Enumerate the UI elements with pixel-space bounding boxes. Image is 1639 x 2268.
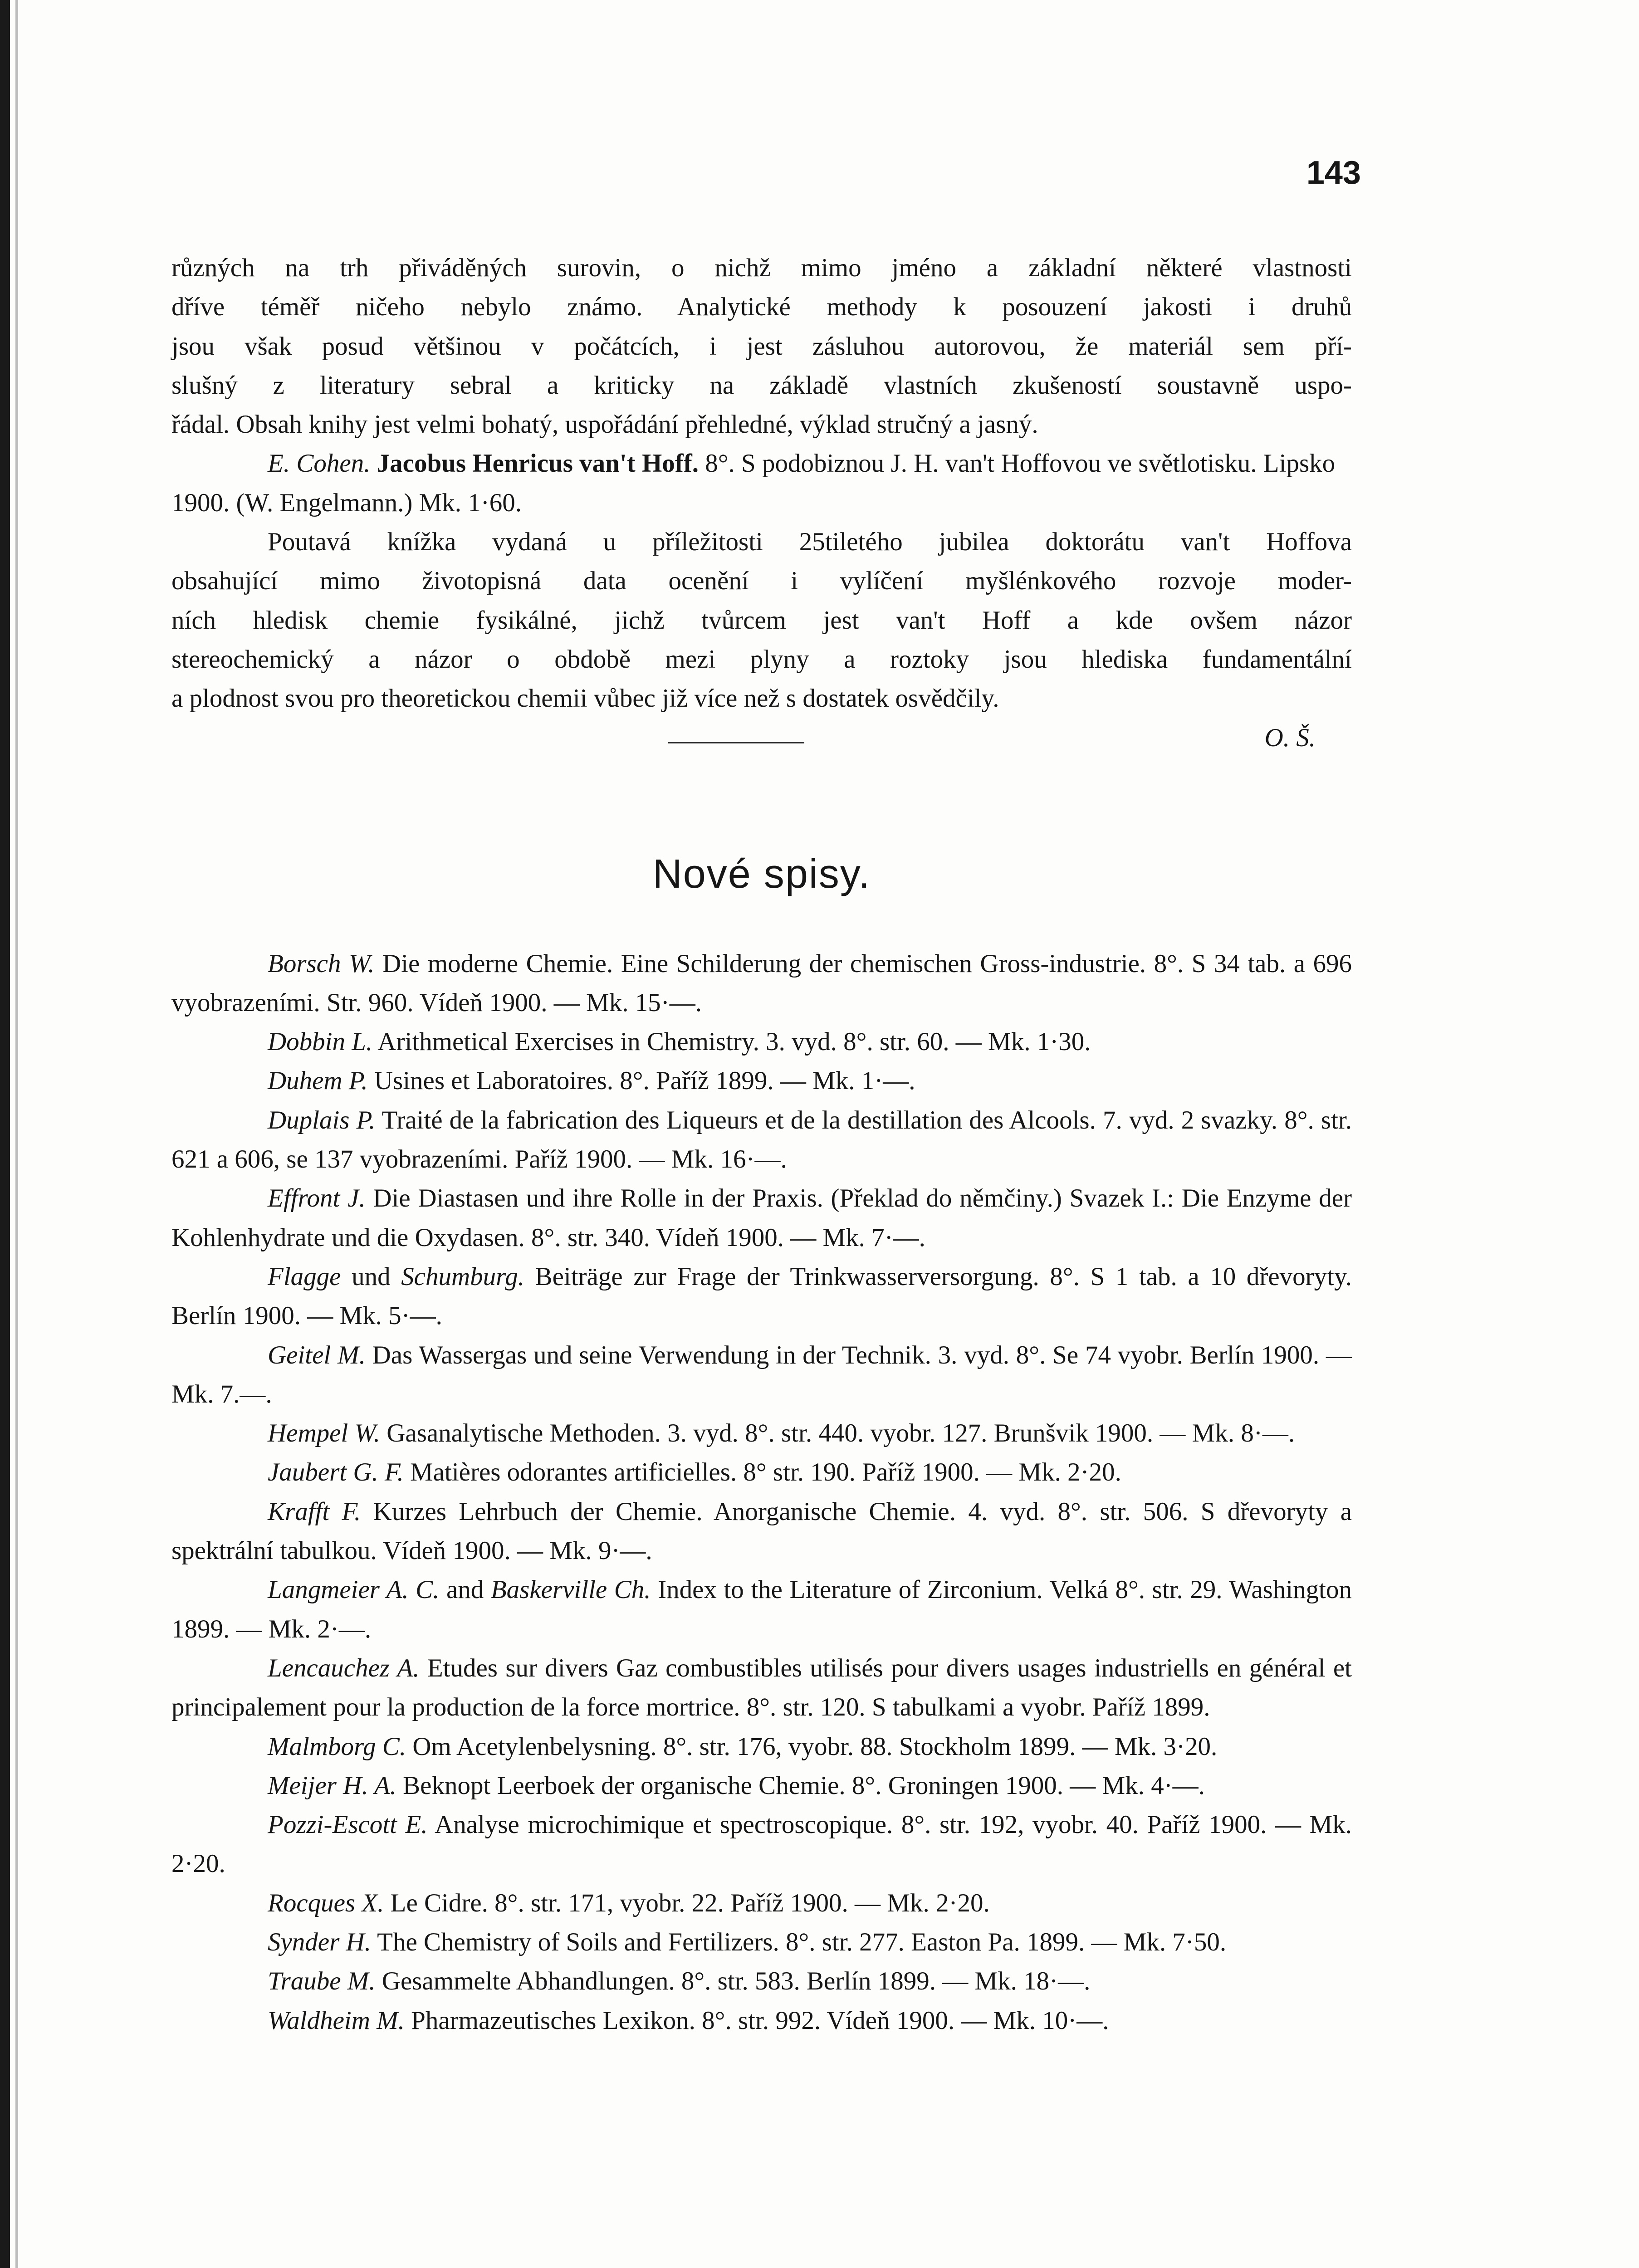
entry-details: Beiträge zur Frage der Trinkwasserversorgung. 8°. S 1 tab. a 10 dřevoryty. Berlín 1900. — Mk. 5·—. bbox=[171, 1262, 1352, 1330]
entry-details: Gesammelte Abhandlungen. 8°. str. 583. Berlín 1899. — Mk. 18·—. bbox=[375, 1967, 1091, 1996]
review-line: slušný z literatury sebral a kriticky na základě vlastních zkušeností soustavně uspo- bbox=[171, 371, 1352, 400]
entry-details: Analyse microchimique et spectroscopique. 8°. str. 192, vyobr. 40. Paříž 1900. — Mk. 2·20. bbox=[171, 1810, 1352, 1878]
entry-details: und bbox=[341, 1262, 401, 1291]
signature-row bbox=[171, 719, 1352, 758]
entry-details: Die moderne Chemie. Eine Schilderung der chemischen Gross-industrie. 8°. S 34 tab. a 696 vyobrazeními. Str. 960. Vídeň 1900. — Mk. 15·—. bbox=[171, 949, 1352, 1017]
entry-author: Lencauchez A. bbox=[268, 1653, 420, 1682]
review-line: a plodnost svou pro theoretickou chemii vůbec již více než s dostatek osvědčily. bbox=[171, 684, 999, 713]
entry-details: Die Diastasen und ihre Rolle in der Praxis. (Překlad do němčiny.) Svazek I.: Die Enzyme der Kohlenhydrate und die Oxydasen. 8°. str. 340. Vídeň 1900. — Mk. 7·—. bbox=[171, 1184, 1352, 1252]
entry-coauthor: Schumburg. bbox=[401, 1262, 524, 1291]
publication-entry bbox=[171, 1492, 1352, 1571]
scan-edge bbox=[0, 0, 10, 2268]
publication-entry bbox=[171, 1805, 1352, 1884]
entry-details: Das Wassergas und seine Verwendung in der Technik. 3. vyd. 8°. Se 74 vyobr. Berlín 1900. — Mk. 7.—. bbox=[171, 1340, 1352, 1408]
new-publications-list bbox=[171, 944, 1352, 2040]
publication-entry bbox=[171, 1414, 1352, 1453]
publication-entry bbox=[171, 2001, 1352, 2040]
entry-details: Pharmazeutisches Lexikon. 8°. str. 992. Vídeň 1900. — Mk. 10·—. bbox=[404, 2006, 1109, 2035]
publication-entry bbox=[171, 1649, 1352, 1727]
entry-author: Meijer H. A. bbox=[268, 1771, 396, 1800]
page-number: 143 bbox=[1306, 155, 1361, 191]
entry-details: Usines et Laboratoires. 8°. Paříž 1899. — Mk. 1·—. bbox=[367, 1066, 915, 1095]
entry-author: Krafft F. bbox=[268, 1497, 361, 1526]
entry-details: The Chemistry of Soils and Fertilizers. 8°. str. 277. Easton Pa. 1899. — Mk. 7·50. bbox=[371, 1927, 1227, 1956]
entry-author: Flagge bbox=[268, 1262, 341, 1291]
review-vanthoff bbox=[171, 523, 1352, 718]
scan-edge-inner bbox=[15, 0, 18, 2268]
entry-author: Rocques X. bbox=[268, 1888, 384, 1917]
review-line: dříve téměř ničeho nebylo známo. Analytické methody k posouzení jakosti i druhů bbox=[171, 293, 1352, 322]
publication-entry bbox=[171, 1061, 1352, 1100]
publication-entry bbox=[171, 1257, 1352, 1336]
publication-entry bbox=[171, 1336, 1352, 1414]
review-line: ních hledisk chemie fysikálné, jichž tvůrcem jest van't Hoff a kde ovšem názor bbox=[171, 606, 1352, 635]
review-line: obsahující mimo životopisná data ocenění i vylíčení myšlénkového rozvoje moder- bbox=[171, 567, 1352, 596]
entry-details: Matières odorantes artificielles. 8° str. 190. Paříž 1900. — Mk. 2·20. bbox=[403, 1458, 1121, 1487]
entry-author: Borsch W. bbox=[268, 949, 375, 978]
entry-details: Beknopt Leerboek der organische Chemie. 8°. Groningen 1900. — Mk. 4·—. bbox=[396, 1771, 1205, 1800]
entry-author: Effront J. bbox=[268, 1184, 366, 1213]
page-body bbox=[171, 249, 1352, 2040]
review-heading-vanthoff bbox=[171, 444, 1352, 523]
entry-author: Dobbin L. bbox=[268, 1027, 373, 1056]
publication-entry bbox=[171, 1022, 1352, 1061]
review-line: Poutavá knížka vydaná u příležitosti 25tiletého jubilea doktorátu van't Hoffova bbox=[268, 528, 1352, 557]
entry-author: Synder H. bbox=[268, 1927, 371, 1956]
review-line: řádal. Obsah knihy jest velmi bohatý, uspořádání přehledné, výklad stručný a jasný. bbox=[171, 410, 1038, 439]
entry-author: Traube M. bbox=[268, 1967, 376, 1996]
review-book-title: Jacobus Henricus van't Hoff. bbox=[377, 449, 699, 478]
entry-details: Le Cidre. 8°. str. 171, vyobr. 22. Paříž 1900. — Mk. 2·20. bbox=[384, 1888, 990, 1917]
entry-author: Jaubert G. F. bbox=[268, 1458, 404, 1487]
publication-entry bbox=[171, 1453, 1352, 1492]
publication-entry bbox=[171, 1179, 1352, 1257]
entry-author: Waldheim M. bbox=[268, 2006, 405, 2035]
publication-entry bbox=[171, 1727, 1352, 1766]
entry-details: Arithmetical Exercises in Chemistry. 3. vyd. 8°. str. 60. — Mk. 1·30. bbox=[372, 1027, 1091, 1056]
review-line: stereochemický a názor o obdobě mezi plyny a roztoky jsou hlediska fundamentální bbox=[171, 645, 1352, 674]
publication-entry bbox=[171, 1923, 1352, 1962]
publication-entry bbox=[171, 1570, 1352, 1649]
entry-details: Om Acetylenbelysning. 8°. str. 176, vyobr. 88. Stockholm 1899. — Mk. 3·20. bbox=[406, 1732, 1218, 1761]
reviewer-signature: O. Š. bbox=[1264, 723, 1316, 752]
entry-details: Kurzes Lehrbuch der Chemie. Anorganische Chemie. 4. vyd. 8°. str. 506. S dřevoryty a spektrální tabulkou. Vídeň 1900. — Mk. 9·—. bbox=[171, 1497, 1352, 1565]
publication-entry bbox=[171, 1884, 1352, 1923]
review-continuation bbox=[171, 249, 1352, 444]
entry-details: Gasanalytische Methoden. 3. vyd. 8°. str. 440. vyobr. 127. Brunšvik 1900. — Mk. 8·—. bbox=[380, 1419, 1295, 1448]
section-title: Nové spisy. bbox=[652, 851, 871, 897]
entry-author: Malmborg C. bbox=[268, 1732, 406, 1761]
entry-author: Duplais P. bbox=[268, 1105, 376, 1134]
entry-details: and bbox=[439, 1575, 491, 1604]
publication-entry bbox=[171, 944, 1352, 1023]
entry-author: Langmeier A. C. bbox=[268, 1575, 440, 1604]
divider bbox=[668, 742, 804, 743]
entry-details: Index to the Literature of Zirconium. Velká 8°. str. 29. Washington 1899. — Mk. 2·—. bbox=[171, 1575, 1352, 1643]
entry-author: Pozzi-Escott E. bbox=[268, 1810, 428, 1839]
entry-details: Etudes sur divers Gaz combustibles utilisés pour divers usages industriells en général et principalement pour la production de la force mortrice. 8°. str. 120. S tabulkami a vyobr. Paříž 1899. bbox=[171, 1653, 1352, 1722]
entry-details: Traité de la fabrication des Liqueurs et de la destillation des Alcools. 7. vyd. 2 svazky. 8°. str. 621 a 606, se 137 vyobrazeními. Paříž 1900. — Mk. 16·—. bbox=[171, 1105, 1352, 1174]
entry-author: Hempel W. bbox=[268, 1419, 381, 1448]
review-author: E. Cohen. bbox=[268, 449, 371, 478]
entry-coauthor: Baskerville Ch. bbox=[490, 1575, 651, 1604]
review-book-details: 8°. S podobiznou J. H. van't Hoffovou ve světlotisku. Lipsko 1900. (W. Engelmann.) Mk. 1·60. bbox=[171, 449, 1336, 517]
entry-author: Duhem P. bbox=[268, 1066, 368, 1095]
publication-entry bbox=[171, 1962, 1352, 2001]
publication-entry bbox=[171, 1766, 1352, 1805]
review-line: různých na trh přiváděných surovin, o nichž mimo jméno a základní některé vlastnosti bbox=[171, 254, 1352, 282]
review-line: jsou však posud většinou v počátcích, i jest zásluhou autorovou, že materiál sem pří- bbox=[171, 332, 1352, 361]
publication-entry bbox=[171, 1101, 1352, 1179]
entry-author: Geitel M. bbox=[268, 1340, 366, 1369]
